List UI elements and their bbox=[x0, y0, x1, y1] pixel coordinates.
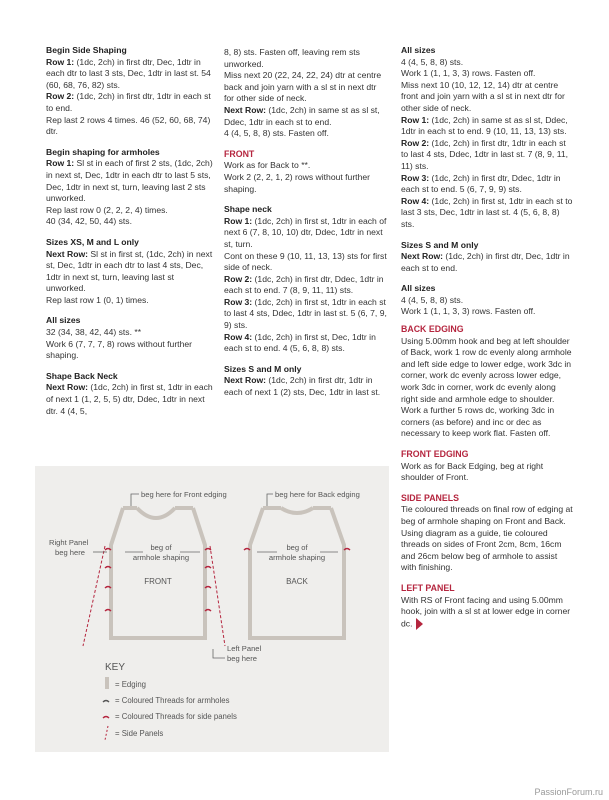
row-text: (1dc, 2ch) in same st as sl st, Ddec, 1dtr in each st to end. 9 (10, 11, 13, 13) sts. bbox=[401, 114, 568, 137]
paragraph: 8, 8) sts. Fasten off, leaving rem sts unworked. bbox=[224, 47, 360, 69]
paragraph bbox=[46, 249, 216, 295]
paragraph: Using diagram as a guide, tie coloured threads on sides of Front 2cm, 8cm, 16cm and 26cm below beg of armhole to assist with finishing. bbox=[401, 527, 562, 573]
paragraph bbox=[224, 216, 388, 251]
paragraph: Work as for Back Edging, beg at right shoulder of Front. bbox=[401, 460, 544, 483]
paragraph: Work 1 (1, 1, 3, 3) rows. Fasten off. bbox=[401, 68, 536, 79]
row-label: Next Row: bbox=[224, 375, 267, 386]
row-text: (1dc, 2ch) in first st, 1dtr in each st to last 4 sts, Ddec, 1dtr in last st. 5 (6, 7, 9, 9) sts. bbox=[224, 296, 387, 331]
heading-sizes-s-m: Sizes S and M only bbox=[224, 363, 302, 374]
paragraph bbox=[46, 158, 216, 204]
key-armholes: = Coloured Threads for armholes bbox=[115, 696, 230, 705]
row-text: Sl st in each of first 2 sts, (1dc, 2ch) in next st, Dec, 1dtr in each dtr to last 5 sts, Dec, 1dtr in next st, turn, leaving last 2 sts unworked. bbox=[46, 158, 213, 204]
label-beg-of: beg of bbox=[286, 543, 308, 552]
heading-shape-neck: Shape neck bbox=[224, 204, 272, 215]
row-text: (1dc, 2ch) in first st, 1dtr in each of next 6 (7, 8, 10, 10) dtr, Ddec, 1dtr in next st, turn. bbox=[224, 215, 387, 249]
label-beg-back-edging: beg here for Back edging bbox=[275, 490, 360, 499]
paragraph bbox=[224, 332, 388, 355]
row-text: (1dc, 2ch) in first dtr, Dec, 1dtr in each dtr to last 3 sts, Dec, 1dtr in last st. 54 (60, 68, 76, 82) sts. bbox=[46, 56, 211, 90]
paragraph: Work a further 5 rows dc, working 3dc in corners (as before) and inc or dec as necessary to keep work flat. Fasten off. bbox=[401, 405, 555, 439]
key-edging: = Edging bbox=[115, 680, 146, 689]
label-left-panel: Left Panel bbox=[227, 644, 262, 653]
row-text: (1dc, 2ch) in first st, 1dtr in each st to last 3 sts, Dec, 1dtr in last st. 4 (5, 6, 8, 8) sts. bbox=[401, 195, 573, 229]
row-label: Next Row: bbox=[46, 382, 89, 393]
paragraph: 4 (4, 5, 8, 8) sts. Fasten off. bbox=[224, 128, 329, 139]
label-armhole-shaping: armhole shaping bbox=[132, 553, 190, 562]
armhole-thread-icon bbox=[103, 701, 109, 703]
paragraph: 40 (34, 42, 50, 44) sts. bbox=[46, 216, 132, 227]
paragraph bbox=[401, 138, 573, 173]
row-text: (1dc, 2ch) in first dtr, Ddec, 1dtr in each st to end. 5 (6, 7, 9, 9) sts. bbox=[401, 172, 561, 195]
paragraph: Tie coloured threads on final row of edging at beg of armhole shaping on Front and Back. bbox=[401, 504, 573, 526]
heading-all-sizes: All sizes bbox=[46, 315, 81, 326]
paragraph: 4 (4, 5, 8, 8) sts. bbox=[401, 56, 464, 67]
heading-left-panel: LEFT PANEL bbox=[401, 582, 455, 593]
heading-armholes: Begin shaping for armholes bbox=[46, 146, 160, 157]
paragraph: 4 (4, 5, 8, 8) sts. bbox=[401, 294, 464, 305]
paragraph: Using 5.00mm hook and beg at left shoulder of Back, work 1 row dc evenly along armhole and left side edge to lower edge, work 3dc in corner, work dc evenly across lower edge, work 3dc in corner, work dc evenly along right side and armhole edge to shoulder. bbox=[401, 335, 572, 404]
paragraph: Work as for Back to **. bbox=[224, 160, 311, 171]
paragraph bbox=[46, 91, 216, 114]
key-legend bbox=[103, 662, 237, 740]
row-text: (1dc, 2ch) in first dtr, Dec, 1dtr in each st to end. bbox=[401, 251, 570, 273]
schematic-diagram bbox=[35, 466, 389, 752]
label-armhole-shaping: armhole shaping bbox=[268, 553, 326, 562]
row-label: Row 1: bbox=[46, 56, 75, 67]
row-text: (1dc, 2ch) in first dtr, Ddec, 1dtr in each st to end. 7 (8, 9, 11, 11) sts. bbox=[224, 273, 384, 296]
side-panel-line-icon bbox=[105, 726, 108, 740]
heading-all-sizes: All sizes bbox=[401, 45, 436, 55]
column-3 bbox=[401, 45, 573, 630]
paragraph: Miss next 10 (10, 12, 12, 14) dtr at centre front and join yarn with a sl st in next dtr for other side of neck. bbox=[401, 79, 565, 113]
row-label: Row 3: bbox=[401, 172, 430, 183]
paragraph bbox=[401, 173, 573, 196]
label-right-panel: Right Panel bbox=[49, 538, 89, 547]
paragraph bbox=[46, 382, 216, 417]
row-label: Row 4: bbox=[401, 195, 430, 206]
paragraph bbox=[224, 375, 388, 398]
edging-swatch-icon bbox=[105, 677, 109, 689]
heading-side-panels: SIDE PANELS bbox=[401, 492, 460, 503]
paragraph: Miss next 20 (22, 24, 22, 24) dtr at centre back and join yarn with a sl st in next dtr for other side of neck. bbox=[224, 70, 382, 104]
heading-all-sizes: All sizes bbox=[401, 283, 436, 294]
paragraph bbox=[401, 115, 573, 138]
back-piece bbox=[250, 508, 344, 638]
heading-back-edging: BACK EDGING bbox=[401, 324, 464, 335]
row-label: Row 3: bbox=[224, 296, 253, 307]
row-label: Row 1: bbox=[401, 114, 430, 125]
side-panel-thread-icon bbox=[103, 717, 109, 719]
heading-shape-back-neck: Shape Back Neck bbox=[46, 370, 118, 381]
heading-sizes-xs: Sizes XS, M and L only bbox=[46, 236, 139, 247]
row-text: Sl st in first st, (1dc, 2ch) in next st, Dec, 1dtr in each dtr to last 4 sts, Dec, 1dtr in next st, turn, leaving last st unworked. bbox=[46, 248, 213, 294]
paragraph: 32 (34, 38, 42, 44) sts. ** bbox=[46, 327, 142, 338]
row-label: Row 1: bbox=[224, 215, 253, 226]
key-title: KEY bbox=[105, 662, 126, 673]
label-beg-of: beg of bbox=[150, 543, 172, 552]
paragraph: Work 2 (2, 2, 1, 2) rows without further shaping. bbox=[224, 171, 370, 194]
paragraph bbox=[401, 251, 573, 274]
row-label: Row 2: bbox=[46, 91, 75, 102]
key-side-panels: = Coloured Threads for side panels bbox=[115, 712, 237, 721]
footer-watermark: PassionForum.ru bbox=[534, 787, 603, 797]
row-label: Row 2: bbox=[224, 273, 253, 284]
row-text: (1dc, 2ch) in first dtr, 1dtr in each of next 1 (2) sts, Dec, 1dtr in last st. bbox=[224, 375, 381, 398]
paragraph: Rep last row 0 (2, 2, 2, 4) times. bbox=[46, 204, 168, 215]
paragraph: Rep last row 1 (0, 1) times. bbox=[46, 294, 149, 305]
row-label: Next Row: bbox=[224, 104, 267, 115]
paragraph: Work 1 (1, 1, 3, 3) rows. Fasten off. bbox=[401, 306, 536, 317]
heading-begin-side-shaping: Begin Side Shaping bbox=[46, 45, 127, 55]
heading-sizes-s-m-only: Sizes S and M only bbox=[401, 239, 479, 250]
label-front: FRONT bbox=[144, 577, 172, 586]
paragraph bbox=[224, 105, 388, 128]
paragraph: Work 6 (7, 7, 7, 8) rows without further shaping. bbox=[46, 338, 192, 361]
row-text: (1dc, 2ch) in first dtr, 1dtr in each st to end. bbox=[46, 91, 211, 113]
row-label: Next Row: bbox=[401, 251, 444, 262]
row-label: Row 2: bbox=[401, 137, 430, 148]
row-text: (1dc, 2ch) in first dtr, 1dtr in each st to last 4 sts, Ddec, 1dtr in last st. 7 (8, 9, 11, 11) sts. bbox=[401, 137, 569, 171]
row-text: (1dc, 2ch) in same st as sl st, Ddec, 1dtr in each st to end. bbox=[224, 104, 380, 127]
column-1 bbox=[46, 45, 216, 417]
label-beg-front-edging: beg here for Front edging bbox=[141, 490, 227, 499]
continue-arrow-icon bbox=[416, 618, 423, 630]
row-text: (1dc, 2ch) in first st, Dec, 1dtr in each st to end. 4 (5, 6, 8, 8) sts. bbox=[224, 331, 376, 354]
paragraph bbox=[401, 595, 573, 630]
paragraph bbox=[224, 297, 388, 332]
paragraph bbox=[46, 57, 216, 92]
key-side-panels-line: = Side Panels bbox=[115, 729, 164, 738]
column-2 bbox=[224, 47, 388, 399]
row-text: With RS of Front facing and using 5.00mm hook, join with a sl st at lower edge in corner dc. bbox=[401, 594, 571, 628]
paragraph: Rep last 2 rows 4 times. 46 (52, 60, 68, 74) dtr. bbox=[46, 114, 211, 137]
label-back: BACK bbox=[286, 577, 308, 586]
row-text: (1dc, 2ch) in first st, 1dtr in each of next 1 (1, 2, 5, 5) dtr, Ddec, 1dtr in next dtr. 4 (4, 5, bbox=[46, 382, 213, 416]
paragraph: Cont on these 9 (10, 11, 13, 13) sts for first side of neck. bbox=[224, 250, 387, 273]
label-right-panel-beg: beg here bbox=[55, 548, 85, 557]
row-label: Next Row: bbox=[46, 248, 89, 259]
paragraph bbox=[224, 274, 388, 297]
paragraph bbox=[401, 196, 573, 231]
front-piece bbox=[111, 508, 205, 638]
pointer-arrows bbox=[93, 494, 338, 658]
label-left-panel-beg: beg here bbox=[227, 654, 257, 663]
row-label: Row 1: bbox=[46, 158, 75, 169]
heading-front: FRONT bbox=[224, 148, 255, 159]
heading-front-edging: FRONT EDGING bbox=[401, 449, 469, 459]
row-label: Row 4: bbox=[224, 331, 253, 342]
